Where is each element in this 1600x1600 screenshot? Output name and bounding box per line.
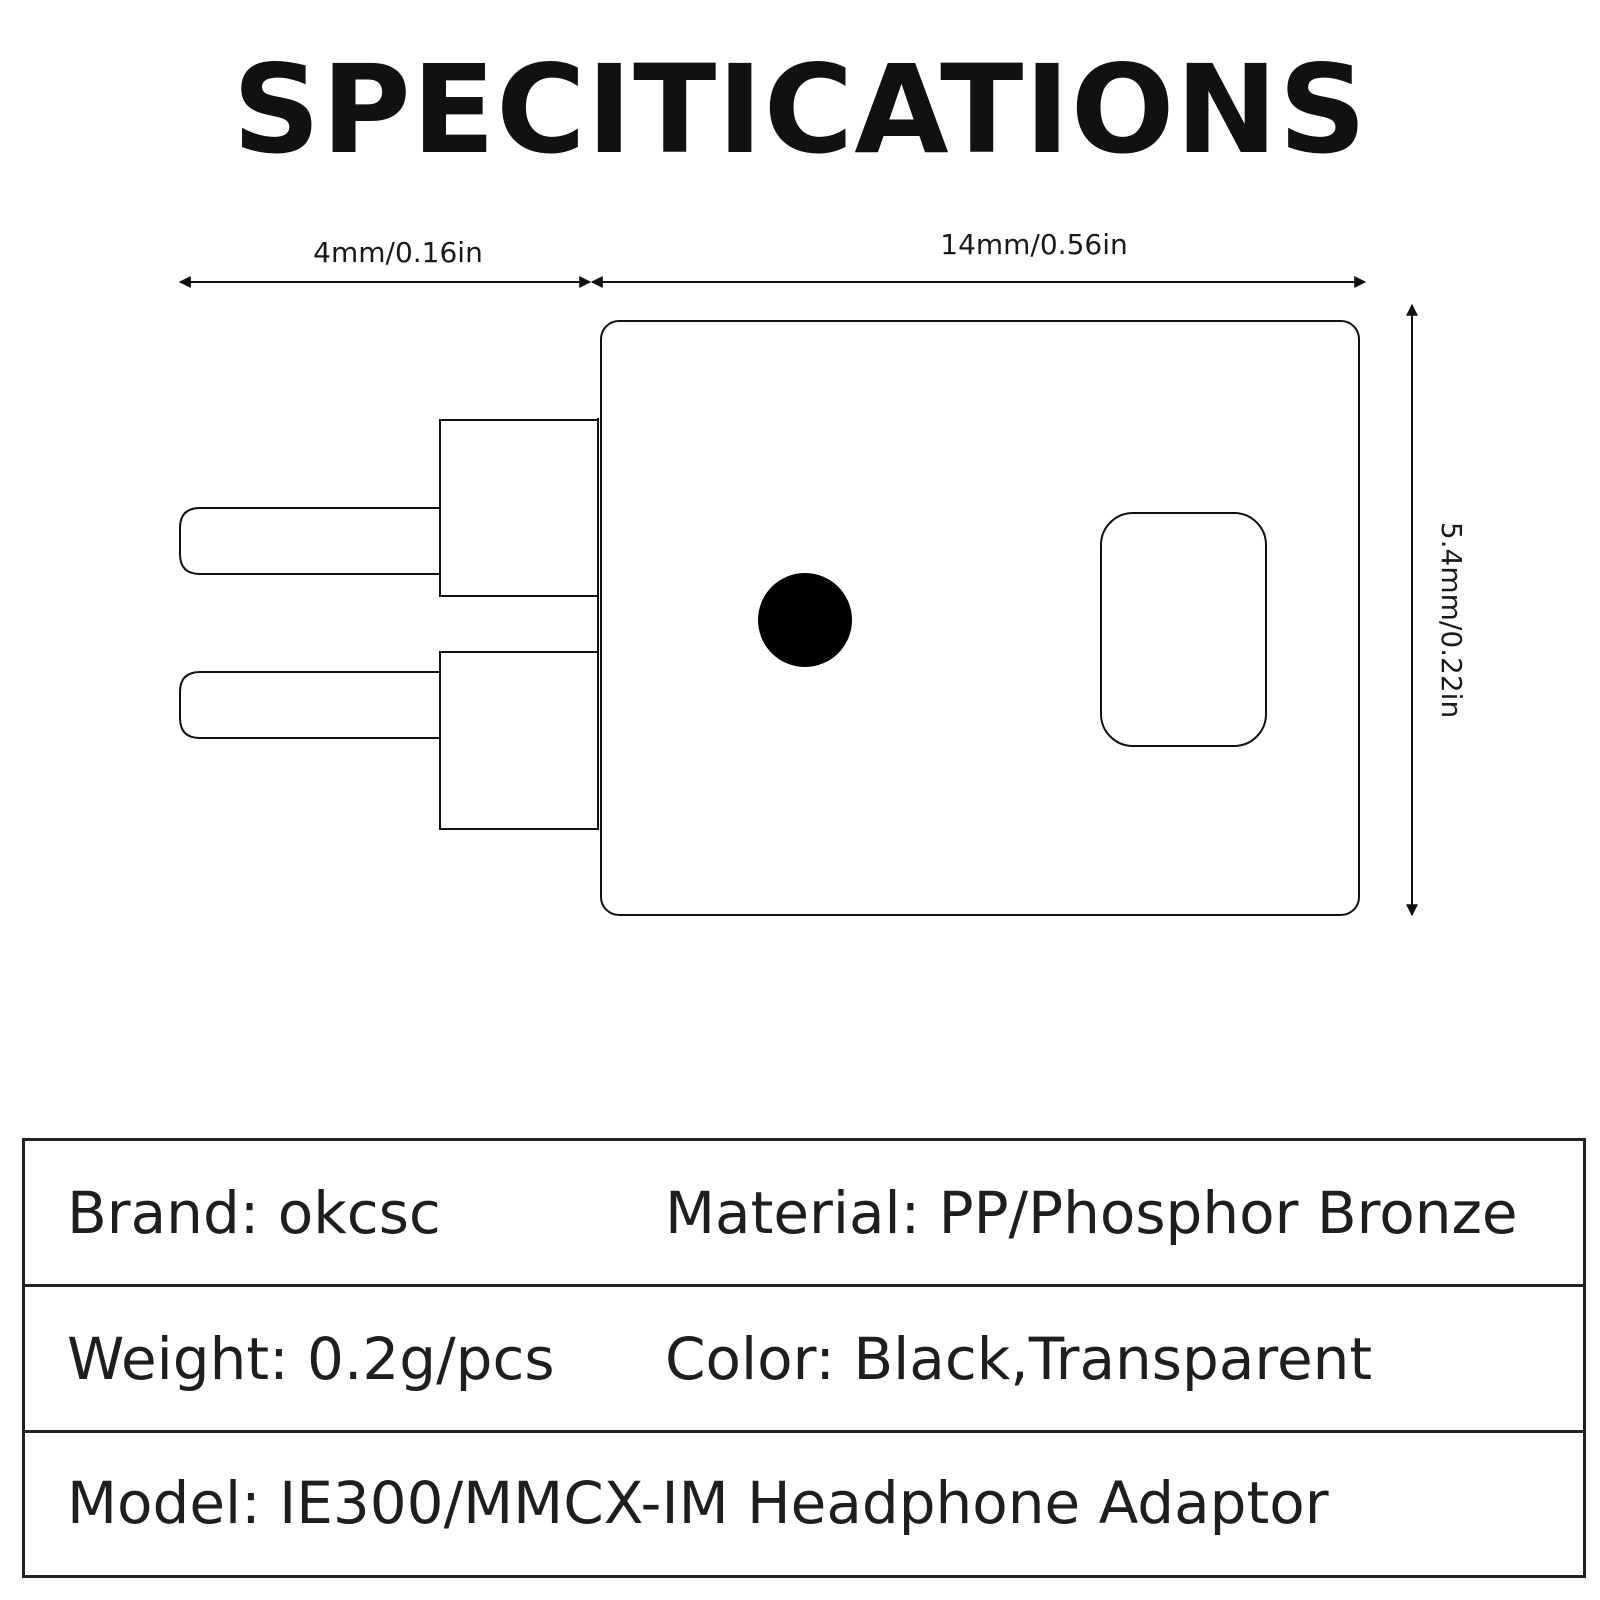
spec-row [25, 1287, 1583, 1433]
color-spec: Color: Black,Transparent [665, 1324, 1373, 1393]
indicator-dot [758, 573, 852, 667]
body-height-label: 5.4mm/0.22in [1435, 521, 1468, 719]
pin-upper [180, 508, 440, 574]
adaptor-body [601, 321, 1359, 915]
material-spec: Material: PP/Phosphor Bronze [665, 1178, 1518, 1247]
page-title: SPECITICATIONS [232, 39, 1368, 181]
pin-length-label: 4mm/0.16in [313, 236, 483, 269]
spec-table [22, 1138, 1586, 1578]
spec-row [25, 1433, 1583, 1573]
socket-window [1101, 513, 1266, 746]
connector-block-lower [440, 652, 598, 829]
spec-row [25, 1141, 1583, 1287]
model-spec: Model: IE300/MMCX-IM Headphone Adaptor [67, 1469, 1329, 1537]
body-length-label: 14mm/0.56in [940, 228, 1128, 261]
weight-spec: Weight: 0.2g/pcs [67, 1324, 555, 1393]
brand-spec: Brand: okcsc [67, 1178, 441, 1247]
pin-lower [180, 672, 440, 738]
connector-block-upper [440, 420, 598, 596]
